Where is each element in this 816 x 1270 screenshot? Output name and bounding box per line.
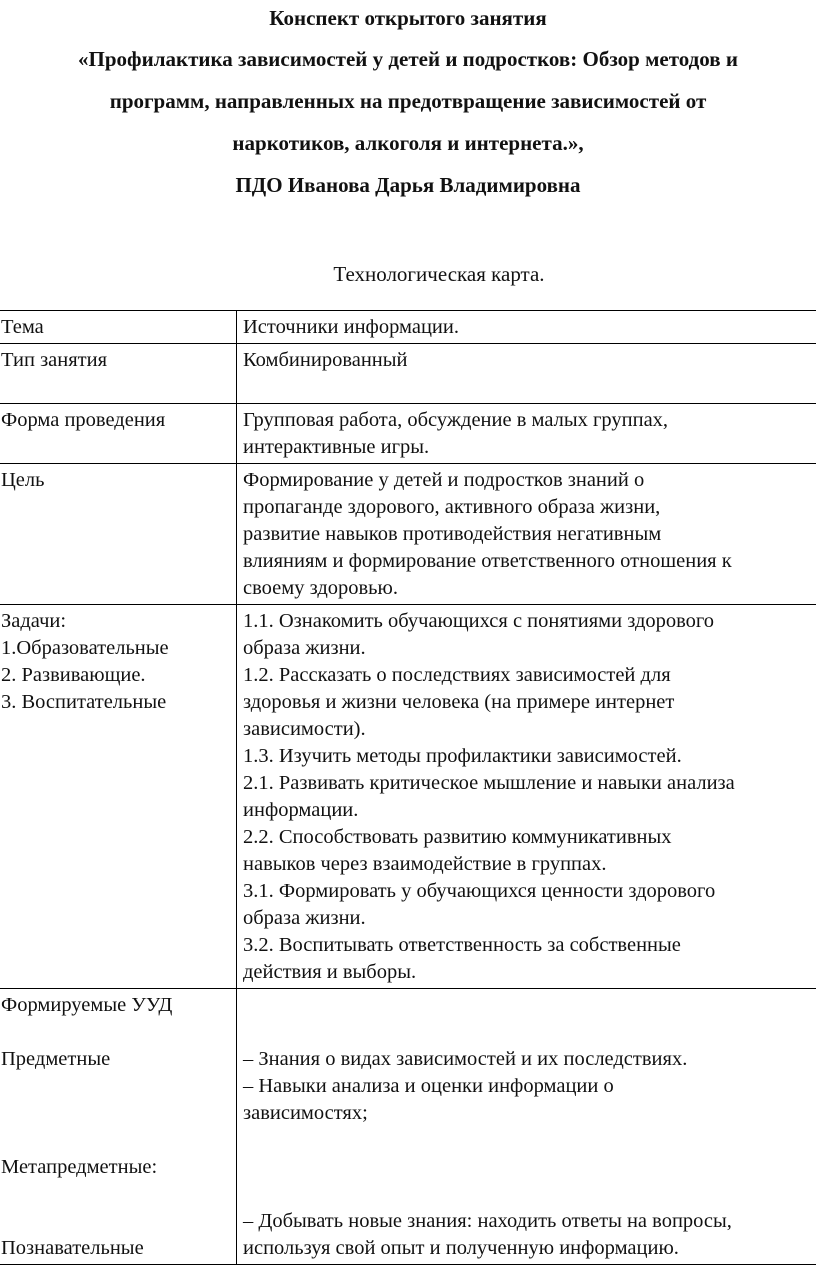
document-title: Конспект открытого занятия xyxy=(269,6,547,30)
tech-map-body xyxy=(0,311,816,1265)
table-row xyxy=(0,311,816,344)
row-label xyxy=(0,605,237,989)
cell-line: Комбинированный xyxy=(243,349,408,371)
row-label xyxy=(0,311,237,344)
cell-line: 1.Образовательные xyxy=(1,637,169,659)
row-value xyxy=(237,605,816,989)
cell-line: 1.2. Рассказать о последствиях зависимостей для xyxy=(243,664,671,686)
row-value xyxy=(237,344,816,404)
cell-line: зависимости). xyxy=(243,718,366,740)
topic-line-3: наркотиков, алкоголя и интернета.», xyxy=(232,131,584,155)
row-value xyxy=(237,404,816,464)
cell-line: – Знания о видах зависимостей и их последствиях. xyxy=(243,1048,688,1070)
cell-line: образа жизни. xyxy=(243,907,366,929)
table-row xyxy=(0,404,816,464)
row-value xyxy=(237,311,816,344)
cell-line xyxy=(1,521,236,548)
cell-line: 1.3. Изучить методы профилактики зависимостей. xyxy=(243,745,682,767)
cell-line: Формирование у детей и подростков знаний о xyxy=(243,469,645,491)
cell-line: 1.1. Ознакомить обучающихся с понятиями здорового xyxy=(243,610,715,632)
author-line: ПДО Иванова Дарья Владимировна xyxy=(235,173,581,197)
cell-line: Форма проведения xyxy=(1,409,166,431)
cell-line: Тема xyxy=(1,316,44,338)
cell-line: здоровья и жизни человека (на примере интернет xyxy=(243,691,675,713)
cell-line: 3.2. Воспитывать ответственность за собственные xyxy=(243,934,681,956)
cell-line: 3. Воспитательные xyxy=(1,691,167,713)
cell-line xyxy=(1,959,236,986)
cell-line: своему здоровью. xyxy=(243,577,398,599)
tech-map-heading: Технологическая карта. xyxy=(333,262,545,286)
cell-line xyxy=(1,851,236,878)
cell-line xyxy=(1,548,236,575)
cell-line: Тип занятия xyxy=(1,349,108,371)
cell-line xyxy=(1,374,236,401)
cell-line xyxy=(1,434,236,461)
cell-line xyxy=(1,743,236,770)
topic-line-1: «Профилактика зависимостей у детей и подростков: Обзор методов и xyxy=(78,47,738,71)
row-label xyxy=(0,344,237,404)
cell-line: Задачи: xyxy=(1,610,67,632)
table-row xyxy=(0,344,816,404)
cell-line xyxy=(1,716,236,743)
cell-line: интерактивные игры. xyxy=(243,436,430,458)
cell-line: Метапредметные: xyxy=(1,1156,158,1178)
cell-line xyxy=(1,1208,236,1235)
cell-line: зависимостях; xyxy=(243,1102,368,1124)
cell-line: образа жизни. xyxy=(243,637,366,659)
cell-line: Предметные xyxy=(1,1048,111,1070)
cell-line: – Добывать новые знания: находить ответы на вопросы, xyxy=(243,1210,732,1232)
cell-line: Формируемые УУД xyxy=(1,994,173,1016)
cell-line: информации. xyxy=(243,799,359,821)
table-row xyxy=(0,464,816,605)
cell-line: навыков через взаимодействие в группах. xyxy=(243,853,607,875)
cell-line xyxy=(1,932,236,959)
cell-line: Групповая работа, обсуждение в малых группах, xyxy=(243,409,669,431)
cell-line: пропаганде здорового, активного образа жизни, xyxy=(243,496,661,518)
cell-line: используя свой опыт и полученную информацию. xyxy=(243,1237,679,1259)
cell-line xyxy=(1,905,236,932)
row-label xyxy=(0,404,237,464)
cell-line xyxy=(1,494,236,521)
cell-line: развитие навыков противодействия негативным xyxy=(243,523,662,545)
cell-line: 2.1. Развивать критическое мышление и навыки анализа xyxy=(243,772,735,794)
cell-line xyxy=(243,1181,816,1208)
table-row xyxy=(0,605,816,989)
cell-line xyxy=(243,1019,816,1046)
cell-line xyxy=(1,1019,236,1046)
cell-line: 2.2. Способствовать развитию коммуникативных xyxy=(243,826,672,848)
cell-line xyxy=(243,1154,816,1181)
table-row xyxy=(0,989,816,1265)
cell-line: Цель xyxy=(1,469,45,491)
cell-line: – Навыки анализа и оценки информации о xyxy=(243,1075,614,1097)
cell-line xyxy=(1,1073,236,1100)
row-value xyxy=(237,464,816,605)
cell-line xyxy=(1,878,236,905)
cell-line xyxy=(243,374,816,401)
cell-line: Познавательные xyxy=(1,1237,144,1259)
cell-line: влияниям и формирование ответственного отношения к xyxy=(243,550,732,572)
cell-line xyxy=(1,1181,236,1208)
cell-line: действия и выборы. xyxy=(243,961,417,983)
row-label xyxy=(0,464,237,605)
cell-line xyxy=(243,992,816,1019)
cell-line: 2. Развивающие. xyxy=(1,664,146,686)
topic-line-2: программ, направленных на предотвращение зависимостей от xyxy=(109,89,707,113)
cell-line xyxy=(1,797,236,824)
tech-map-table xyxy=(0,310,816,1265)
cell-line xyxy=(1,575,236,602)
row-label xyxy=(0,989,237,1265)
cell-line: 3.1. Формировать у обучающихся ценности здорового xyxy=(243,880,716,902)
cell-line xyxy=(1,1127,236,1154)
cell-line xyxy=(1,1100,236,1127)
cell-line xyxy=(1,824,236,851)
row-value xyxy=(237,989,816,1265)
cell-line: Источники информации. xyxy=(243,316,460,338)
cell-line xyxy=(1,770,236,797)
cell-line xyxy=(243,1127,816,1154)
